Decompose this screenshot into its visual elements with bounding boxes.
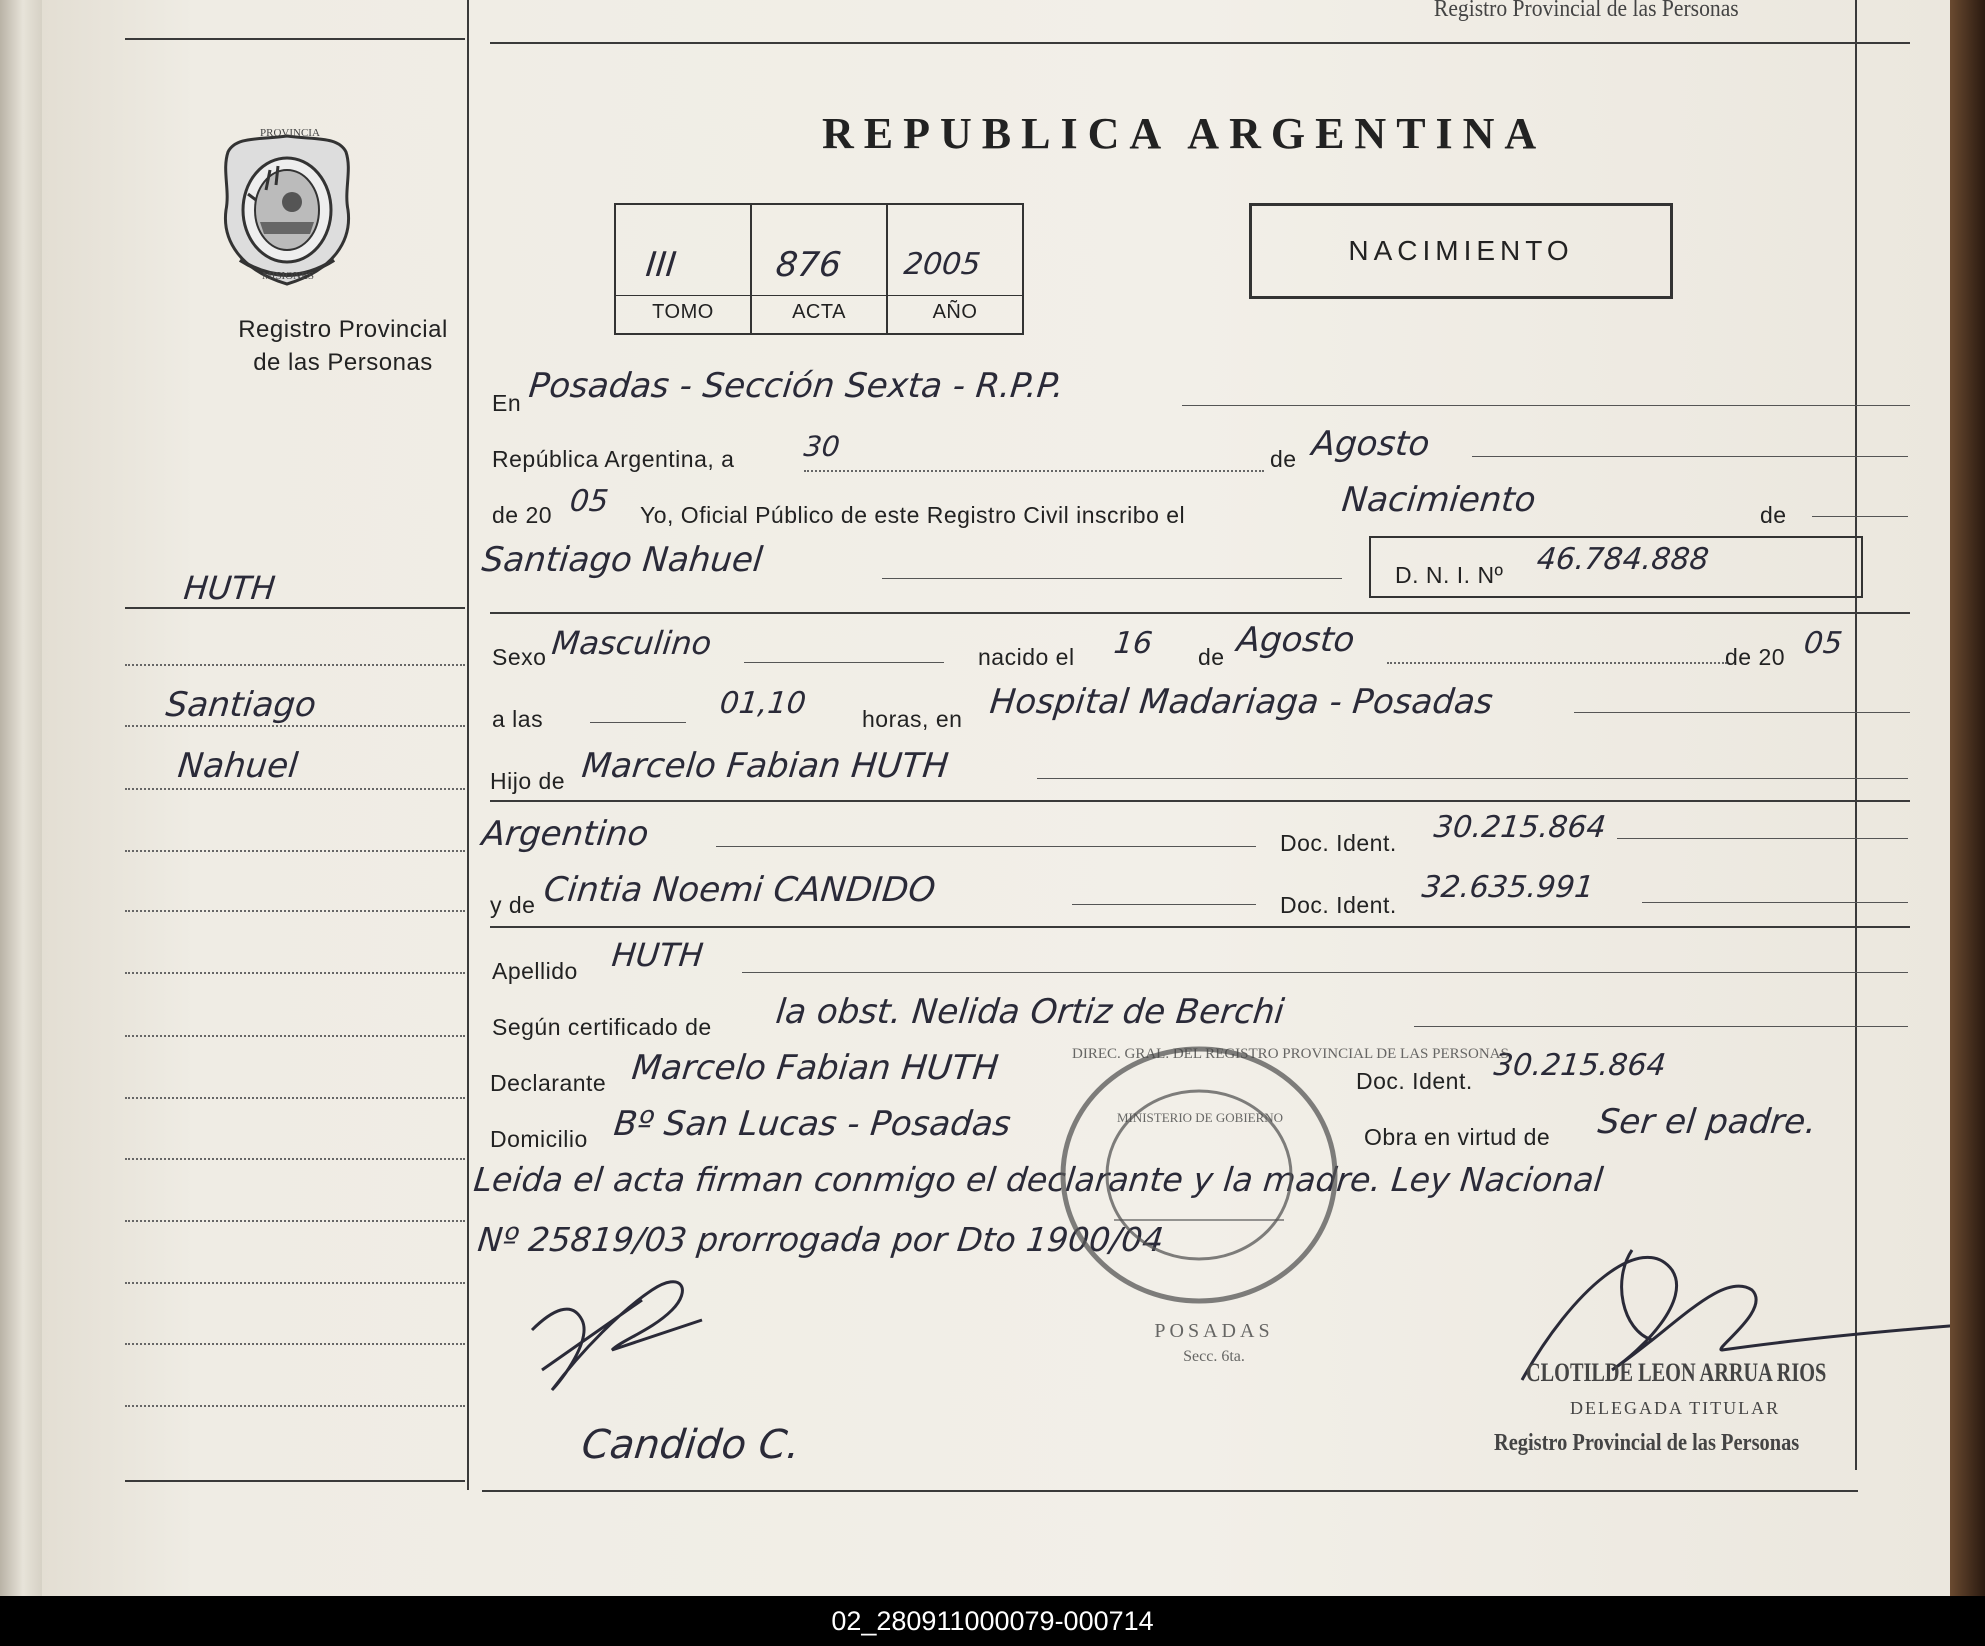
label-de-2: de [1760,502,1787,528]
country-title: REPUBLICA ARGENTINA [822,109,1547,158]
tomo-value: III [643,245,679,285]
image-id-caption: 02_280911000079-000714 [0,1596,1985,1646]
declarant-signature [522,1270,752,1410]
label-yo-oficial: Yo, Oficial Público de este Registro Civil inscribo el [640,502,1186,528]
value-mother-doc: 32.635.991 [1420,870,1596,905]
emblem-top-text: PROVINCIA [260,127,320,139]
label-doc-ident-mother: Doc. Ident. [1280,892,1397,918]
column-divider [467,0,469,1490]
note-line-1: Leida el acta firman conmigo el declarante y la madre. Ley Nacional [471,1160,1606,1199]
round-stamp-outer: DIREC. GRAL. DEL REGISTRO PROVINCIAL DE LAS PERSONAS [1072,1046,1509,1062]
value-father-nationality: Argentino [479,814,651,854]
tomo-label: TOMO [652,301,714,323]
official-office: Registro Provincial de las Personas [1494,1430,1800,1456]
value-day: 30 [802,430,842,463]
value-declarant-doc: 30.215.864 [1492,1048,1668,1083]
acta-value: 876 [773,245,844,285]
sidebar-given-name-1: Santiago [163,685,319,725]
value-dni: 46.784.888 [1535,542,1711,577]
sidebar-top-rule [125,38,465,40]
mother-signature: Candido C. [579,1422,802,1468]
value-birth-year-suffix: 05 [1802,626,1845,661]
label-en: En [492,390,522,416]
record-type-box: NACIMIENTO [1249,203,1673,299]
dni-box [1369,536,1863,598]
value-place: Posadas - Sección Sexta - R.P.P. [526,366,1066,406]
label-nacido-el: nacido el [978,644,1075,670]
value-father: Marcelo Fabian HUTH [579,746,951,786]
acta-cell [752,205,888,333]
value-certificate-by: la obst. Nelida Ortiz de Berchi [773,992,1287,1032]
label-de-month: de [1270,446,1297,472]
value-sex: Masculino [550,624,714,662]
label-republica: República Argentina, a [492,446,735,472]
registry-name-line2: de las Personas [253,349,433,376]
label-horas-en: horas, en [862,706,963,732]
value-declarant: Marcelo Fabian HUTH [629,1048,1001,1088]
acta-label: ACTA [792,301,846,323]
label-obra-en-virtud: Obra en virtud de [1364,1124,1551,1150]
value-birth-month: Agosto [1234,620,1357,660]
value-surname: HUTH [610,936,706,974]
label-hijo-de: Hijo de [490,768,566,794]
note-line-2: Nº 25819/03 prorrogada por Dto 1900/04 [475,1220,1166,1259]
certificate-page [42,0,1950,1596]
value-act-type: Nacimiento [1339,480,1538,520]
sidebar-name-rule [125,607,465,609]
top-stamp: Registro Provincial de las Personas [1433,0,1739,22]
label-segun-certificado: Según certificado de [492,1014,712,1040]
record-table [614,203,1024,335]
ano-label: AÑO [932,301,978,323]
registry-name-line1: Registro Provincial [238,316,448,343]
sidebar-surname: HUTH [182,569,278,607]
value-birth-place: Hospital Madariaga - Posadas [987,682,1495,722]
sidebar-given-name-2: Nahuel [175,746,300,786]
round-stamp-section: Secc. 6ta. [1183,1348,1245,1365]
official-role: DELEGADA TITULAR [1570,1398,1781,1418]
value-capacity: Ser el padre. [1595,1102,1819,1142]
ano-cell [888,205,1022,333]
page-edge-shadow [1950,0,1985,1596]
label-domicilio: Domicilio [490,1126,588,1152]
value-mother: Cintia Noemi CANDIDO [541,870,938,910]
label-doc-ident-declarant: Doc. Ident. [1356,1068,1473,1094]
label-sexo: Sexo [492,644,547,670]
value-year-suffix: 05 [568,484,611,519]
misiones-emblem [220,130,355,290]
round-stamp-city: POSADAS [1154,1320,1274,1342]
label-y-de: y de [490,892,536,918]
label-a-las: a las [492,706,544,732]
header-rule [490,42,1910,44]
value-father-doc: 30.215.864 [1432,810,1608,845]
label-dni: D. N. I. Nº [1395,562,1504,588]
value-birth-day: 16 [1112,626,1155,661]
label-doc-ident-father: Doc. Ident. [1280,830,1397,856]
label-de-20-birth: de 20 [1725,644,1786,670]
value-child-name: Santiago Nahuel [479,540,765,580]
previous-page-edge [0,0,42,1596]
official-name: CLOTILDE LEON ARRUA RIOS [1526,1358,1827,1387]
label-de-20: de 20 [492,502,553,528]
label-apellido: Apellido [492,958,578,984]
label-declarante: Declarante [490,1070,607,1096]
ano-value: 2005 [902,247,983,282]
label-de-birth-month: de [1198,644,1225,670]
value-month: Agosto [1309,424,1432,464]
bottom-rule [482,1490,1858,1492]
emblem-bottom-text: MISIONES [262,270,314,282]
tomo-cell [616,205,752,333]
value-address: Bº San Lucas - Posadas [611,1104,1013,1144]
value-hour: 01,10 [718,686,808,721]
round-stamp-inner: MINISTERIO DE GOBIERNO [1116,1110,1284,1125]
